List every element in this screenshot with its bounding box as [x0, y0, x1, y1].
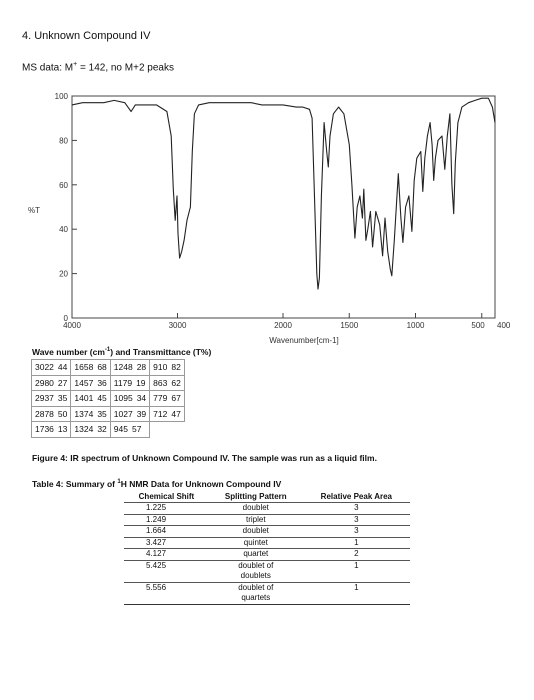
- wavenumber: 1324: [74, 424, 94, 435]
- splitting-pattern-cell: [209, 514, 303, 526]
- x-tick-label: 1500: [340, 321, 359, 330]
- ir-peak-cell: [110, 360, 149, 376]
- ir-peak-cell: [71, 406, 110, 422]
- relative-peak-area-cell: 3: [303, 514, 410, 526]
- section-heading: 4. Unknown Compound IV: [22, 30, 151, 42]
- ir-peak-cell: [150, 375, 185, 391]
- chemical-shift-cell: 5.425: [124, 560, 209, 582]
- chemical-shift-cell: 4.127: [124, 549, 209, 561]
- ir-table-caption: [32, 347, 211, 357]
- transmittance: 67: [171, 393, 181, 404]
- transmittance: 35: [57, 393, 68, 404]
- splitting-pattern-cell: [209, 549, 303, 561]
- transmittance: 68: [97, 362, 107, 373]
- chemical-shift-cell: 1.225: [124, 503, 209, 515]
- y-tick-label: 0: [63, 314, 68, 323]
- ir-peak-table: [31, 359, 185, 438]
- nmr-title-b: H NMR Data for Unknown Compound IV: [120, 479, 282, 489]
- splitting-pattern-cell: [209, 560, 303, 582]
- wavenumber: 1027: [113, 408, 133, 419]
- x-tick-label: 2000: [274, 321, 292, 330]
- splitting-pattern-line: triplet: [246, 514, 266, 524]
- table-row: [124, 537, 410, 549]
- wavenumber: 1179: [113, 377, 133, 388]
- splitting-pattern-line: doublets: [240, 571, 271, 580]
- y-tick-label: 40: [59, 225, 68, 235]
- chemical-shift-cell: 5.556: [124, 582, 209, 604]
- wavenumber: 2980: [35, 377, 54, 388]
- transmittance: 35: [97, 408, 107, 419]
- relative-peak-area-cell: 3: [303, 526, 410, 538]
- transmittance: 28: [136, 362, 147, 373]
- header-chemical-shift: Chemical Shift: [124, 491, 209, 503]
- chemical-shift-cell: 1.249: [124, 514, 209, 526]
- ir-peak-cell: [71, 375, 110, 391]
- wavenumber: 945: [113, 424, 128, 435]
- ms-data: [22, 61, 174, 73]
- table-row: [124, 560, 410, 582]
- ms-superscript: +: [73, 61, 78, 68]
- wavenumber: 2878: [35, 408, 54, 419]
- wavenumber: 1095: [113, 393, 133, 404]
- table-row: [32, 360, 185, 376]
- y-tick-label: 100: [54, 92, 68, 101]
- figure-caption: Figure 4: IR spectrum of Unknown Compound IV. The sample was run as a liquid film.: [32, 453, 377, 463]
- splitting-pattern-line: doublet: [242, 503, 269, 512]
- ir-peak-cell: [150, 406, 185, 422]
- ms-suffix: = 142, no M+2 peaks: [77, 62, 174, 74]
- relative-peak-area-cell: 1: [303, 582, 410, 604]
- transmittance: 13: [57, 424, 68, 435]
- wavenumber: 2937: [35, 393, 54, 404]
- x-tick-label: 400: [497, 321, 511, 330]
- table-row: [124, 582, 410, 604]
- ir-peak-cell: [32, 422, 71, 438]
- nmr-data-table: [124, 491, 410, 605]
- xlabel: Wavenumber[cm-1]: [269, 336, 339, 345]
- splitting-pattern-cell: [209, 526, 303, 538]
- ir-peak-cell: [32, 360, 71, 376]
- chemical-shift-cell: 3.427: [124, 537, 209, 549]
- transmittance: 27: [57, 377, 68, 388]
- wn-caption-a: Wave number (cm: [32, 347, 105, 357]
- ir-peak-cell: [32, 391, 71, 407]
- ir-peak-cell: [110, 406, 149, 422]
- splitting-pattern-line: doublet: [242, 526, 269, 535]
- x-tick-label: 3000: [168, 321, 187, 330]
- wavenumber: 779: [153, 393, 168, 404]
- transmittance: 39: [136, 408, 147, 419]
- table-row: [32, 422, 185, 438]
- transmittance: 19: [136, 377, 146, 388]
- nmr-table-title: [32, 479, 281, 489]
- splitting-pattern-line: quartet: [243, 549, 269, 558]
- table-row: [124, 526, 410, 538]
- ir-peak-cell: [150, 391, 185, 407]
- table-row: [124, 503, 410, 515]
- wavenumber: 712: [153, 408, 168, 419]
- ir-peak-cell: [110, 391, 149, 407]
- table-row: [32, 375, 185, 391]
- transmittance: 50: [57, 408, 68, 419]
- ir-peak-cell: [110, 422, 149, 438]
- transmittance: 47: [171, 408, 181, 419]
- table-row: [124, 549, 410, 561]
- plot-frame: [72, 96, 495, 318]
- table-row: [124, 514, 410, 526]
- transmittance: 34: [136, 393, 147, 404]
- transmittance: 82: [171, 362, 181, 373]
- wavenumber: 1374: [74, 408, 94, 419]
- ir-peak-cell: [110, 375, 149, 391]
- wavenumber: 1736: [35, 424, 54, 435]
- splitting-pattern-cell: [209, 503, 303, 515]
- wn-caption-b: ) and Transmittance (T%): [110, 347, 212, 357]
- transmittance: 45: [97, 393, 107, 404]
- y-tick-label: 80: [59, 136, 68, 146]
- chemical-shift-cell: 1.664: [124, 526, 209, 538]
- splitting-pattern-line: doublet of: [238, 582, 274, 592]
- wavenumber: 910: [153, 362, 168, 373]
- table-row: [32, 391, 185, 407]
- relative-peak-area-cell: 1: [303, 537, 410, 549]
- ir-spectrum-chart: [0, 80, 534, 355]
- splitting-pattern-line: quartets: [241, 593, 271, 602]
- ir-peak-cell: [32, 375, 71, 391]
- y-tick-label: 20: [59, 269, 68, 279]
- ir-peak-cell: [71, 391, 110, 407]
- transmittance: 32: [97, 424, 107, 435]
- relative-peak-area-cell: 1: [303, 560, 410, 582]
- y-tick-label: 60: [59, 180, 68, 190]
- ir-peak-cell: [32, 406, 71, 422]
- x-tick-label: 500: [471, 321, 485, 330]
- transmittance: 36: [97, 377, 107, 388]
- wavenumber: 863: [153, 377, 168, 388]
- wn-caption-sup: -1: [104, 347, 111, 354]
- splitting-pattern-cell: [209, 582, 303, 604]
- wavenumber: 1457: [74, 377, 94, 388]
- nmr-title-a: Table 4: Summary of: [32, 479, 118, 489]
- x-tick-label: 4000: [63, 321, 81, 330]
- table-row: [32, 406, 185, 422]
- nmr-title-sup: 1: [117, 479, 121, 486]
- ir-peak-cell: [150, 360, 185, 376]
- wavenumber: 1248: [113, 362, 133, 373]
- relative-peak-area-cell: 2: [303, 549, 410, 561]
- ir-peak-cell: [71, 360, 110, 376]
- header-splitting-pattern: Splitting Pattern: [209, 491, 303, 503]
- transmittance: 62: [171, 377, 181, 388]
- spectrum-line: [72, 98, 495, 289]
- wavenumber: 1658: [74, 362, 94, 373]
- splitting-pattern-line: doublet of: [238, 560, 274, 570]
- header-relative-peak-area: Relative Peak Area: [303, 491, 410, 503]
- ms-prefix: MS data: M: [22, 62, 74, 74]
- wavenumber: 1401: [74, 393, 94, 404]
- splitting-pattern-cell: [209, 537, 303, 549]
- ir-peak-cell: [71, 422, 110, 438]
- x-tick-label: 1000: [406, 321, 425, 330]
- splitting-pattern-line: quintet: [243, 537, 268, 547]
- transmittance: 44: [57, 362, 68, 373]
- wavenumber: 3022: [35, 362, 54, 373]
- transmittance: 57: [131, 424, 142, 435]
- ylabel: %T: [28, 206, 40, 215]
- relative-peak-area-cell: 3: [303, 503, 410, 515]
